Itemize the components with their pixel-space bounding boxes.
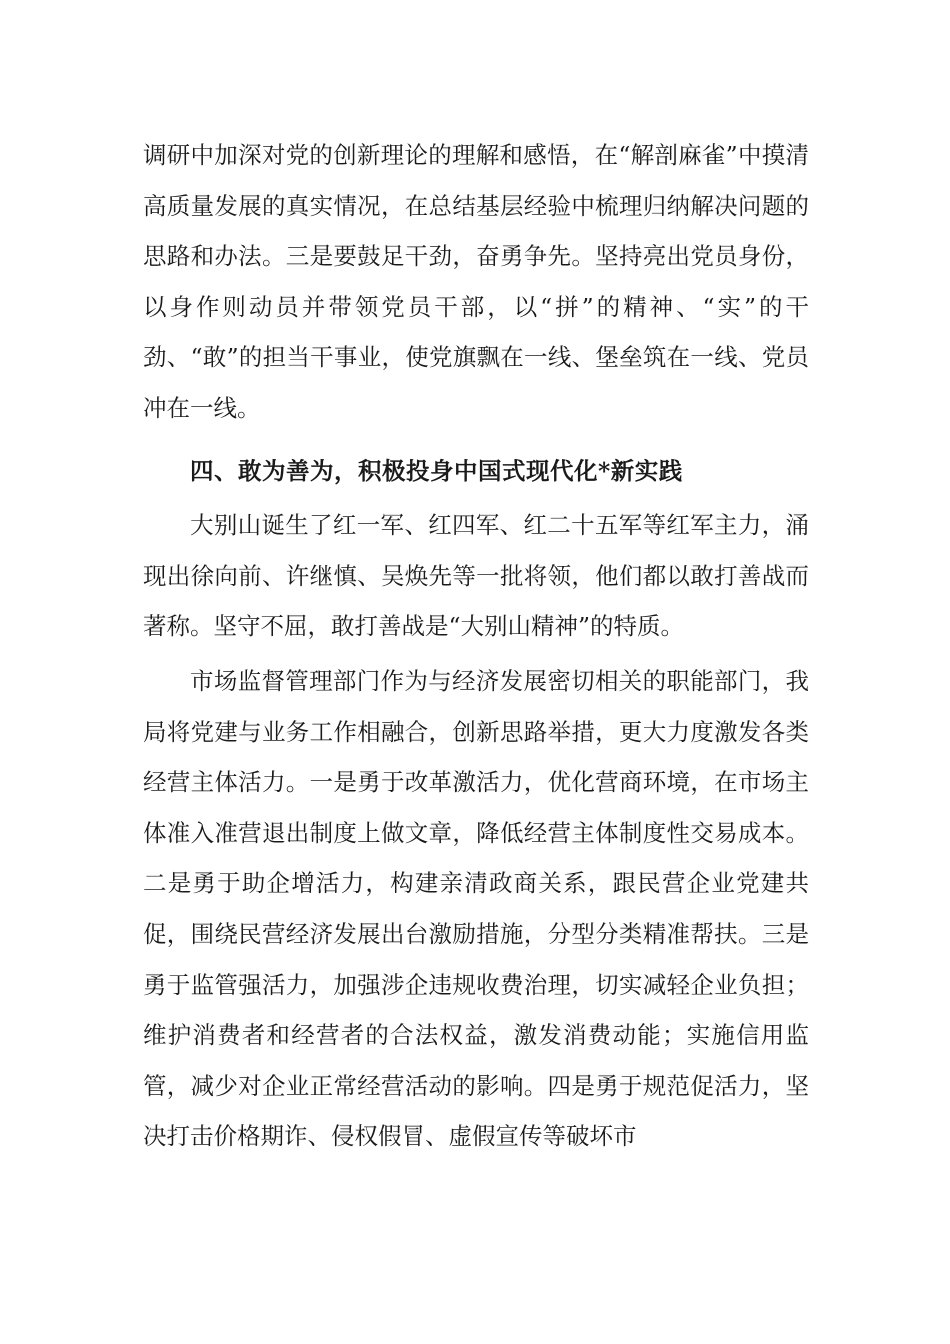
document-body <box>143 130 809 1162</box>
paragraph-continued: 调研中加深对党的创新理论的理解和感悟，在“解剖麻雀”中摸清高质量发展的真实情况，在总结基层经验中梳理归纳解决问题的思路和办法。三是要鼓足干劲，奋勇争先。坚持亮出党员身份，以身作则动员并带领党员干部，以“拼”的精神、“实”的干劲、“敢”的担当干事业，使党旗飘在一线、堡垒筑在一线、党员冲在一线。 <box>143 141 809 422</box>
paragraph-dabieshan: 大别山诞生了红一军、红四军、红二十五军等红军主力，涌现出徐向前、许继慎、吴焕先等一批将领，他们都以敢打善战而著称。坚守不屈，敢打善战是“大别山精神”的特质。 <box>143 511 809 641</box>
paragraph-market-supervision: 市场监督管理部门作为与经济发展密切相关的职能部门，我局将党建与业务工作相融合，创新思路举措，更大力度激发各类经营主体活力。一是勇于改革激活力，优化营商环境，在市场主体准入准营退出制度上做文章，降低经营主体制度性交易成本。二是勇于助企增活力，构建亲清政商关系，跟民营企业党建共促，围绕民营经济发展出台激励措施，分型分类精准帮扶。三是勇于监管强活力，加强涉企违规收费治理，切实减轻企业负担；维护消费者和经营者的合法权益，激发消费动能；实施信用监管，减少对企业正常经营活动的影响。四是勇于规范促活力，坚决打击价格期诈、侵权假冒、虚假宣传等破坏市 <box>143 666 809 1151</box>
section-heading-4: 四、敢为善为，积极投身中国式现代化*新实践 <box>190 456 683 485</box>
